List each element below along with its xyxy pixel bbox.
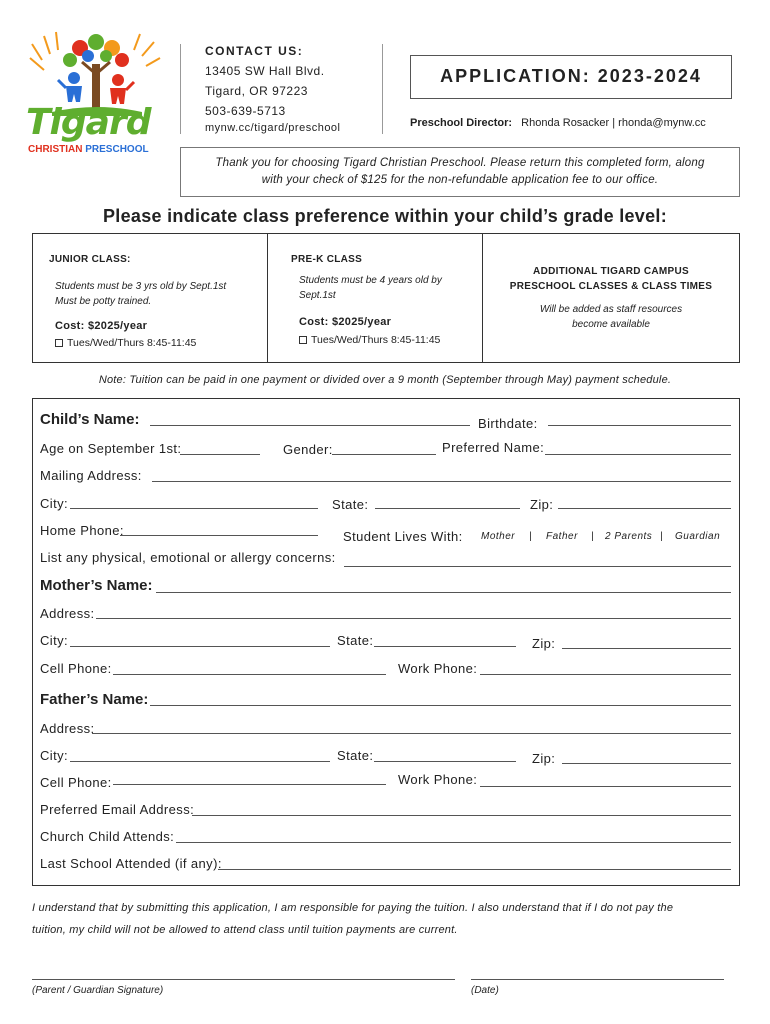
mother-address-field[interactable]: [96, 618, 731, 619]
mother-name-field[interactable]: [156, 592, 731, 593]
father-cell-label: Cell Phone:: [40, 775, 112, 790]
mother-city-label: City:: [40, 633, 68, 648]
logo-subtitle-red: CHRISTIAN: [28, 144, 83, 155]
prek-class-cost: Cost: $2025/year: [299, 316, 392, 328]
school-logo: [22, 30, 162, 160]
junior-class-checkbox[interactable]: [55, 339, 63, 347]
child-city-field[interactable]: [70, 508, 318, 509]
age-field[interactable]: [180, 454, 260, 455]
agreement-line2: tuition, my child will not be allowed to attend class until tuition payments are current.: [32, 924, 458, 936]
mother-name-label: Mother’s Name:: [40, 577, 153, 594]
mother-work-label: Work Phone:: [398, 661, 478, 676]
concerns-field[interactable]: [344, 566, 731, 567]
home-phone-field[interactable]: [120, 535, 318, 536]
lives-with-separator-3: |: [660, 531, 664, 542]
application-title-box: [410, 55, 732, 99]
junior-class-req1: Students must be 3 yrs old by Sept.1st: [55, 281, 227, 292]
thank-you-line1: Thank you for choosing Tigard Christian Preschool. Please return this completed form, along: [215, 157, 705, 169]
application-title: APPLICATION: 2023-2024: [440, 66, 702, 86]
mother-zip-label: Zip:: [532, 636, 556, 651]
thank-you-text: [181, 155, 739, 189]
home-phone-label: Home Phone:: [40, 523, 124, 538]
lives-with-father[interactable]: Father: [546, 531, 578, 542]
lives-with-separator-2: |: [591, 531, 595, 542]
prek-class-title: PRE-K CLASS: [291, 254, 363, 265]
agreement-line1: I understand that by submitting this application, I am responsible for paying the tuition. I also understand that if I do not pay the: [32, 902, 674, 914]
father-cell-field[interactable]: [113, 784, 386, 785]
father-work-field[interactable]: [480, 786, 731, 787]
age-label: Age on September 1st:: [40, 441, 182, 456]
child-name-label: Child’s Name:: [40, 411, 140, 428]
mother-state-field[interactable]: [374, 646, 516, 647]
gender-label: Gender:: [283, 442, 333, 457]
director-label: Preschool Director:: [410, 117, 513, 129]
mother-city-field[interactable]: [70, 646, 330, 647]
junior-class-schedule: Tues/Wed/Thurs 8:45-11:45: [67, 337, 197, 349]
contact-website: mynw.cc/tigard/preschool: [205, 122, 341, 134]
church-label: Church Child Attends:: [40, 829, 175, 844]
lives-with-2-parents[interactable]: 2 Parents: [605, 531, 653, 542]
class-options-table: [32, 233, 740, 363]
child-city-label: City:: [40, 496, 68, 511]
junior-class-title: JUNIOR CLASS:: [49, 254, 131, 265]
agreement-text: [32, 897, 742, 941]
additional-note-1: Will be added as staff resources: [539, 304, 683, 315]
mother-cell-label: Cell Phone:: [40, 661, 112, 676]
date-label: (Date): [471, 985, 499, 996]
contact-address1: 13405 SW Hall Blvd.: [205, 64, 325, 78]
director-line: [410, 117, 706, 129]
preferred-name-label: Preferred Name:: [442, 440, 545, 455]
prek-class-option[interactable]: [291, 254, 476, 346]
lives-with-mother[interactable]: Mother: [481, 531, 516, 542]
mother-cell-field[interactable]: [113, 674, 386, 675]
payment-note-wrap: [0, 374, 770, 386]
child-name-field[interactable]: [150, 425, 470, 426]
mailing-address-field[interactable]: [152, 481, 731, 482]
birthdate-label: Birthdate:: [478, 416, 538, 431]
contact-phone: 503-639-5713: [205, 104, 286, 118]
class-preference-heading: Please indicate class preference within your child’s grade level:: [102, 206, 668, 226]
class-table-divider-1: [267, 234, 268, 362]
father-work-label: Work Phone:: [398, 772, 478, 787]
father-state-label: State:: [337, 748, 374, 763]
last-school-label: Last School Attended (if any):: [40, 856, 222, 871]
father-address-label: Address:: [40, 721, 95, 736]
junior-class-schedule-row: [55, 337, 259, 349]
last-school-field[interactable]: [218, 869, 731, 870]
birthdate-field[interactable]: [548, 425, 731, 426]
mailing-address-label: Mailing Address:: [40, 468, 142, 483]
prek-class-req2: Sept.1st: [299, 290, 336, 301]
lives-with-separator-1: |: [529, 531, 533, 542]
signature-field[interactable]: [32, 979, 455, 980]
additional-title-2: PRESCHOOL CLASSES & CLASS TIMES: [509, 281, 713, 292]
logo-subtitle-blue: PRESCHOOL: [85, 144, 149, 155]
junior-class-cost: Cost: $2025/year: [55, 320, 148, 332]
mother-work-field[interactable]: [480, 674, 731, 675]
contact-title: CONTACT US:: [205, 44, 304, 58]
lives-with-label: Student Lives With:: [343, 529, 463, 544]
header-divider-left: [180, 44, 181, 134]
email-field[interactable]: [192, 815, 731, 816]
mother-address-label: Address:: [40, 606, 95, 621]
mother-zip-field[interactable]: [562, 648, 731, 649]
date-field[interactable]: [471, 979, 724, 980]
father-zip-label: Zip:: [532, 751, 556, 766]
junior-class-option[interactable]: [49, 254, 259, 349]
child-zip-label: Zip:: [530, 497, 554, 512]
concerns-label: List any physical, emotional or allergy concerns:: [40, 550, 336, 565]
father-city-field[interactable]: [70, 761, 330, 762]
gender-field[interactable]: [332, 454, 436, 455]
father-city-label: City:: [40, 748, 68, 763]
mother-state-label: State:: [337, 633, 374, 648]
father-name-field[interactable]: [150, 705, 731, 706]
prek-class-schedule: Tues/Wed/Thurs 8:45-11:45: [311, 334, 441, 346]
additional-title-1: ADDITIONAL TIGARD CAMPUS: [533, 266, 689, 277]
contact-address2: Tigard, OR 97223: [205, 84, 308, 98]
lives-with-guardian[interactable]: Guardian: [675, 531, 721, 542]
prek-class-checkbox[interactable]: [299, 336, 307, 344]
signature-label: (Parent / Guardian Signature): [32, 985, 164, 996]
logo-subtitle: [28, 144, 149, 155]
child-zip-field[interactable]: [558, 508, 731, 509]
father-address-field[interactable]: [92, 733, 731, 734]
payment-note: Note: Tuition can be paid in one payment or divided over a 9 month (September through May) payment schedule.: [98, 374, 672, 386]
thank-you-box: [180, 147, 740, 197]
additional-note-2: become available: [572, 319, 650, 330]
director-value: Rhonda Rosacker | rhonda@mynw.cc: [521, 117, 706, 129]
father-zip-field[interactable]: [562, 763, 731, 764]
contact-block: [205, 44, 341, 134]
child-state-field[interactable]: [375, 508, 520, 509]
header-divider-right: [382, 44, 383, 134]
email-label: Preferred Email Address:: [40, 802, 195, 817]
father-state-field[interactable]: [374, 761, 516, 762]
prek-class-req1: Students must be 4 years old by: [299, 275, 442, 286]
class-heading-wrap: [0, 206, 770, 227]
additional-classes: [483, 266, 739, 332]
logo-wordmark: Tigard: [26, 102, 151, 143]
father-name-label: Father’s Name:: [40, 691, 149, 708]
child-state-label: State:: [332, 497, 369, 512]
prek-class-schedule-row: [299, 334, 476, 346]
preferred-name-field[interactable]: [545, 454, 731, 455]
junior-class-req2: Must be potty trained.: [55, 296, 152, 307]
thank-you-line2: with your check of $125 for the non-refundable application fee to our office.: [261, 174, 659, 186]
church-field[interactable]: [176, 842, 731, 843]
